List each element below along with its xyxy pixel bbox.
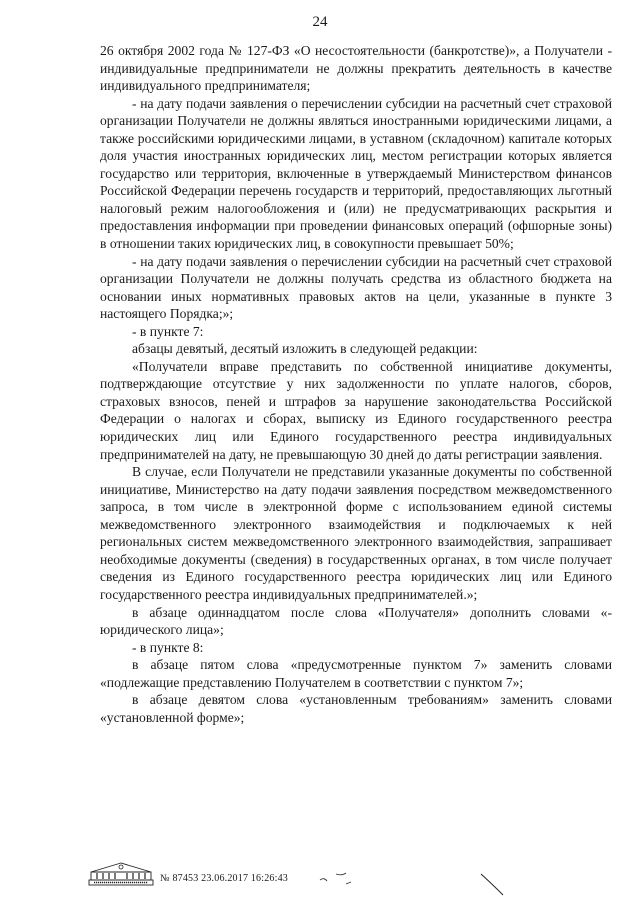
paragraph: «Получатели вправе представить по собственной инициативе документы, подтверждающие отсутствие у них задолженности по уплате налогов, сборов, страховых взносов, пеней и штрафов за нарушение законодательства Российской Федерации о налогах и сборах, выписку из Единого государственного реестра юридических лиц или Единого государственного реестра индивидуальных предпринимателей на дату, не превышающую 30 дней до даты регистрации заявления. xyxy=(100,358,612,462)
government-building-logo-icon xyxy=(88,862,154,886)
paragraph: в абзаце девятом слова «установленным требованиям» заменить словами «установленной форме»; xyxy=(100,692,612,725)
ink-mark-icon xyxy=(318,866,360,888)
registration-stamp: № 87453 23.06.2017 16:26:43 xyxy=(160,873,288,884)
paragraph: В случае, если Получатели не представили указанные документы по собственной инициативе, Министерство на дату подачи заявления посредством межведомственного запроса, в том числе в электронной форме с использованием единой системы межведомственного электронного взаимодействия и подключаемых к ней региональных систем межведомственного электронного взаимодействия, запрашивает необходимые документы (сведения) в государственных органах, в том числе получает сведения из Единого государственного реестра юридических лиц или Единого государственного реестра индивидуальных предпринимателей.»; xyxy=(100,464,612,602)
document-body xyxy=(100,42,612,726)
paragraph: в абзаце пятом слова «предусмотренные пунктом 7» заменить словами «подлежащие представлению Получателем в соответствии с пунктом 7»; xyxy=(100,657,612,690)
paragraph: 26 октября 2002 года № 127-ФЗ «О несостоятельности (банкротстве)», а Получатели - индивидуальные предприниматели не должны прекратить деятельность в качестве индивидуального предпринимателя; xyxy=(100,43,612,94)
pen-stroke-icon xyxy=(478,870,508,900)
document-footer xyxy=(88,862,288,886)
paragraph: - в пункте 7: xyxy=(132,323,204,339)
page-number: 24 xyxy=(312,14,328,30)
paragraph: в абзаце одиннадцатом после слова «Получателя» дополнить словами «- юридического лица»; xyxy=(100,604,612,638)
paragraph: - в пункте 8: xyxy=(132,639,204,655)
paragraph: - на дату подачи заявления о перечислении субсидии на расчетный счет страховой организации Получатели не должны являться иностранными юридическими лицами, а также российскими юридическими лицами, в уставном (складочном) капитале которых доля участия иностранных юридических лиц, местом регистрации которых является государство или территория, включенные в утверждаемый Министерством финансов Российской Федерации перечень государств и территорий, предоставляющих льготный налоговый режим налогообложения и (или) не предусматривающих раскрытия и предоставления информации при проведении финансовых операций (офшорные зоны) в отношении таких юридических лиц, в совокупности превышает 50%; xyxy=(100,95,612,252)
paragraph: - на дату подачи заявления о перечислении субсидии на расчетный счет страховой организации Получатели не должны получать средства из областного бюджета на основании иных нормативных правовых актов на цели, указанные в пункте 3 настоящего Порядка;»; xyxy=(100,253,612,322)
paragraph: абзацы девятый, десятый изложить в следующей редакции: xyxy=(132,341,478,357)
